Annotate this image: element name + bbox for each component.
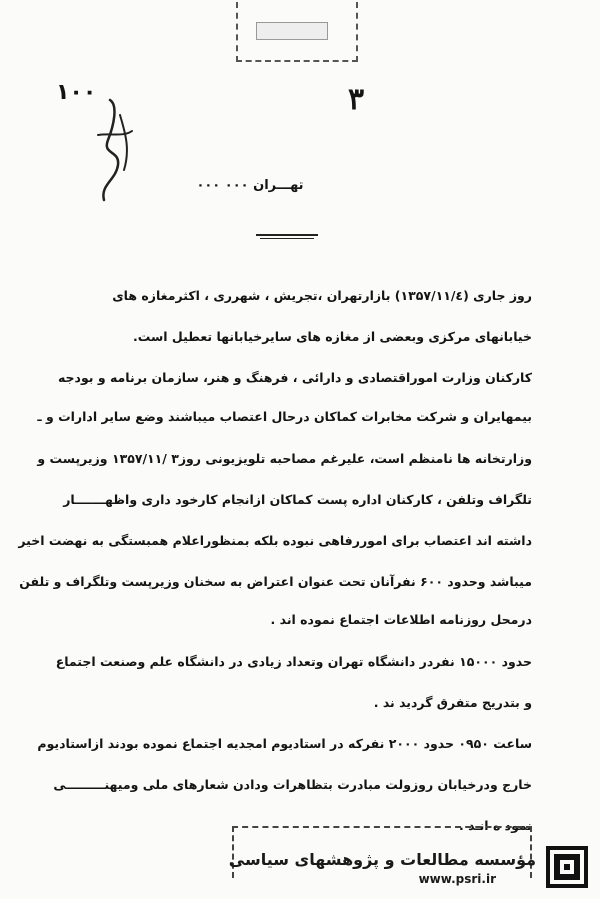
body-line-1: روز جاری (۱۳۵۷/۱۱/٤) بازارتهران ،تجریش ، شهرری ، اکثرمغازه های bbox=[112, 288, 532, 303]
page-number: ۳ bbox=[348, 82, 365, 117]
top-stamp bbox=[236, 2, 358, 62]
watermark bbox=[228, 850, 536, 892]
body-line-4: بیمهایران و شرکت مخابرات کماکان درحال اعتصاب میباشند وضع سایر ادارات و ـ bbox=[37, 409, 532, 424]
body-line-14: نمود ه انـد . bbox=[459, 818, 532, 833]
city-header: تهـــران ۰۰۰ ۰۰۰ bbox=[196, 178, 304, 193]
body-line-7: داشته اند اعتصاب برای اموررفاهی نبوده بلکه بمنظوراعلام همبستگی به نهضت اخیر bbox=[18, 533, 532, 548]
handwritten-signature bbox=[90, 95, 140, 205]
body-line-8: میباشد وحدود ۶۰۰ نفرآنان تحت عنوان اعتراض به سخنان وزیرپست وتلگراف و تلفن bbox=[19, 574, 532, 589]
body-line-2: خیابانهای مرکزی وبعضی از مغازه های سایرخیابانها تعطیل است. bbox=[133, 329, 532, 344]
watermark-url: www.psri.ir bbox=[418, 872, 496, 886]
body-line-5: وزارتخانه ها نامنظم است، علیرغم مصاحبه تلویزیونی روز۳ /۱۳۵۷/۱۱ وزیرپست و bbox=[37, 451, 532, 466]
stamp-label-box bbox=[256, 22, 328, 40]
body-line-9: درمحل روزنامه اطلاعات اجتماع نموده اند . bbox=[270, 612, 532, 627]
body-line-10: حدود ۱۵۰۰۰ نفردر دانشگاه تهران وتعداد زیادی در دانشگاه علم وصنعت اجتماع bbox=[55, 654, 532, 669]
margin-number: ۱۰۰ bbox=[56, 80, 97, 105]
body-line-6: تلگراف وتلفن ، کارکنان اداره پست کماکان ازانجام کارخود داری واظهـــــــار bbox=[63, 492, 532, 507]
institute-logo bbox=[546, 846, 588, 888]
body-line-3: کارکنان وزارت اموراقتصادی و دارائی ، فرهنگ و هنر، سازمان برنامه و بودجه bbox=[57, 370, 532, 385]
body-line-12: ساعت ۰۹۵۰ حدود ۲۰۰۰ نفرکه در استادیوم امجدیه اجتماع نموده بودند ازاستادیوم bbox=[37, 736, 532, 751]
header-rule-thin bbox=[260, 238, 314, 239]
body-line-13: خارج ودرخیابان روزولت مبادرت بتظاهرات ودادن شعارهای ملی ومیهنـــــــــی bbox=[53, 777, 532, 792]
body-line-11: و بتدریج متفرق گردید ند . bbox=[373, 695, 532, 710]
watermark-title: مؤسسه مطالعات و پژوهشهای سیاسی bbox=[228, 850, 536, 869]
header-rule bbox=[256, 234, 318, 236]
